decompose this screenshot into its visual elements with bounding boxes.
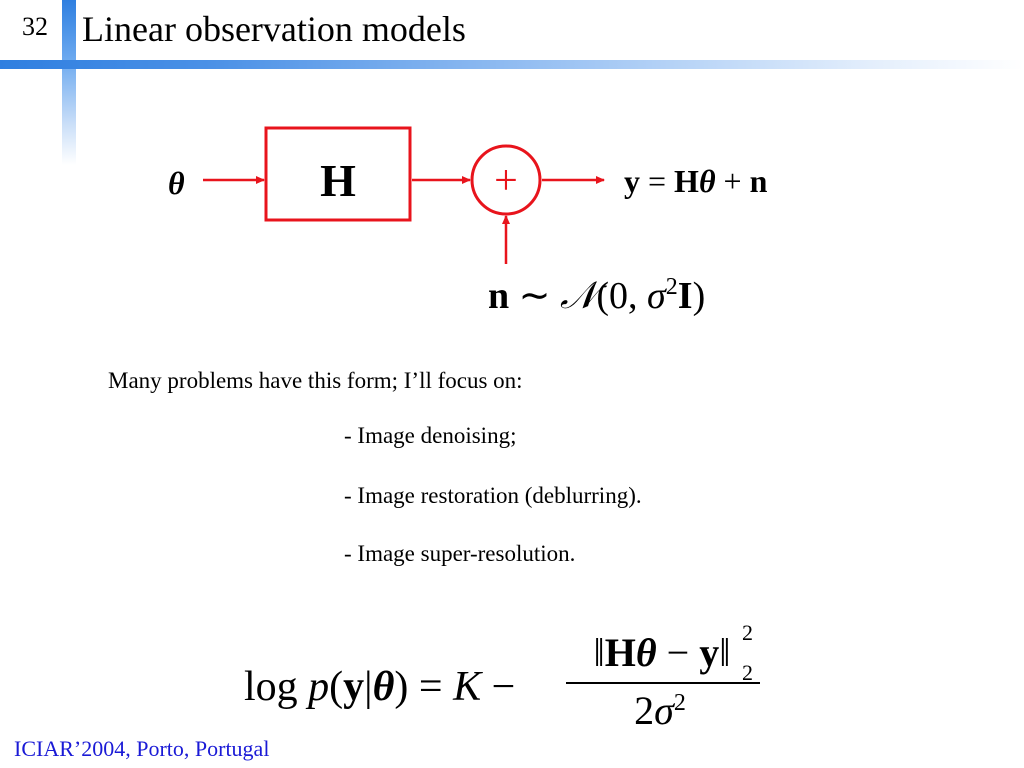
adder-plus-symbol: + [494,158,518,204]
intro-text: Many problems have this form; I’ll focus on: [108,368,523,393]
list-item-restoration: - Image restoration (deblurring). [344,483,642,508]
norm-superscript: 2 [742,620,753,645]
noise-equation: n ∼ 𝒩(0, $\sigma^2I$) [488,274,706,317]
input-theta-symbol: θ [168,165,185,201]
footer-conference: ICIAR’2004, Porto, Portugal [14,736,270,761]
output-equation: y = Hθ + n [624,163,768,199]
list-item-denoising: - Image denoising; [344,423,517,448]
list-item-super-resolution: - Image super-resolution. [344,541,576,566]
formula-denominator: $2\sigma^2$ [634,688,686,733]
formula-lhs: log p(y|θ) = K − [244,664,516,710]
norm-subscript: 2 [742,660,753,685]
slide-number: 32 [22,12,48,41]
formula-numerator: ‖Hθ − y‖ [593,630,731,675]
h-block-label: H [320,155,356,206]
slide-title: Linear observation models [82,9,466,49]
